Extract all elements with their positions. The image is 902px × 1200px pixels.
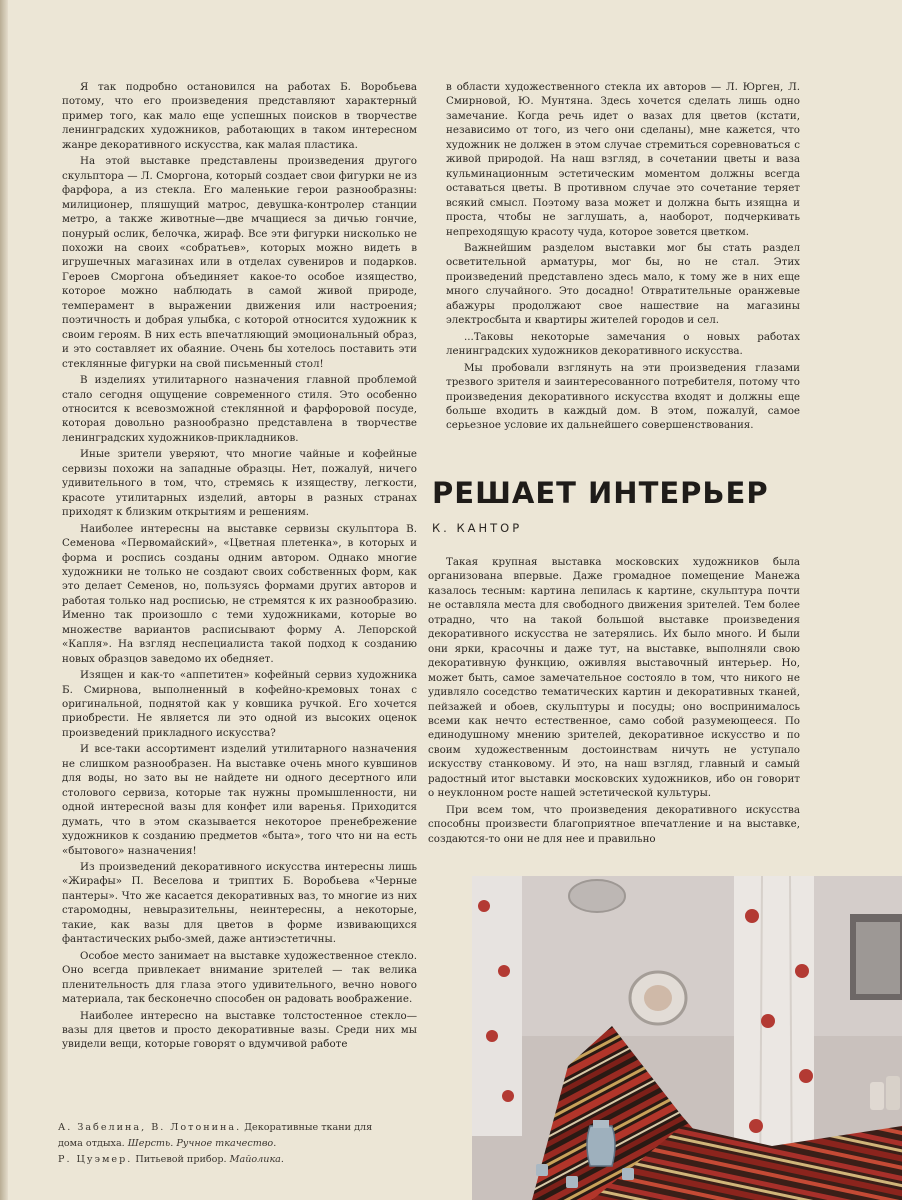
pitcher-neck xyxy=(593,1120,609,1128)
ceramic-jar xyxy=(886,1076,900,1110)
plate-center xyxy=(644,985,672,1011)
paragraph: На этой выставке представлены произведения другого скульптора — Л. Сморгона, который создает свои фигурки не из фарфора, а из стекла. Его маленькие герои разнообразны: милиционер, пляшущий матрос, девушка-контролер станции метро, а также животные—две мчащиеся за дичью гончие, понурый ослик, белочка, жираф. Все эти фигурки нисколько не похожи на своих «собратьев», которых можно видеть в игрушечных магазинах или в отделах сувениров и подарков. Героев Сморгона объединяет какое-то особое изящество, которое можно наблюдать в самой живой природе, темперамент в выражении движения или настроения; поэтичность и добрая улыбка, с которой относится художник к своим героям. В них есть впечатляющий эмоциональный образ, и это составляет их обаяние. Очень бы хотелось поставить эти стеклянные фигурки на свой письменный стол! xyxy=(62,155,417,370)
article-title: РЕШАЕТ ИНТЕРЬЕР xyxy=(432,476,769,510)
ceramic-pitcher xyxy=(587,1126,615,1166)
caption-text: Питьевой прибор. xyxy=(135,1154,227,1165)
paragraph: ...Таковы некоторые замечания о новых работах ленинградских художников декоративного искусства. xyxy=(446,330,800,358)
caption-names: А. Забелина, В. Лотонина. xyxy=(58,1122,242,1133)
wall-picture xyxy=(856,922,900,994)
paragraph: Особое место занимает на выставке художественное стекло. Оно всегда привлекает внимание зрителей — так велика пленительность для глаза этого удивительного, вечно нового материала, так бесконечно способен он радовать воображение. xyxy=(62,949,417,1006)
paragraph: Изящен и как-то «аппетитен» кофейный сервиз художника Б. Смирнова, выполненный в кофейно-кремовых тонах с оригинальной, поднятой как у ковшика ручкой. Его хочется приобрести. Не является ли это одной из высоких оценок произведений прикладного искусства? xyxy=(62,669,417,739)
paragraph: в области художественного стекла их авторов — Л. Юрген, Л. Смирновой, Ю. Мунтяна. Здесь хочется сделать лишь одно замечание. Когда речь идет о вазах для цветов (кстати, независимо от того, из чего они сделаны), мне кажется, что художник не должен в этом случае стремиться соревноваться с живой природой. На наш взгляд, в сочетании цветы и ваза кульминационным эстетическим моментом должны всегда оставаться цветы. В противном случае это сочетание теряет всякий смысл. Поэтому ваза может и должна быть изящна и проста, чтобы не заглушать, а, наоборот, подчеркивать непреходящую красоту чуда, которое зовется цветком. xyxy=(446,81,800,238)
caption-detail: Шерсть. Ручное ткачество. xyxy=(127,1138,277,1149)
paragraph: Наиболее интересно на выставке толстостенное стекло—вазы для цветов и просто декоративные вазы. Среди них мы увидели вещи, которые говорят о вдумчивой работе xyxy=(62,1009,417,1051)
decorative-plate xyxy=(569,880,625,912)
paragraph: При всем том, что произведения декоративного искусства способны произвести благоприятное впечатление и на выставке, создаются-то они не для нее и правильно xyxy=(428,803,800,845)
flower-motif xyxy=(498,965,510,977)
paragraph: Наиболее интересны на выставке сервизы скульптора В. Семенова «Первомайский», «Цветная плетенка», в которых и форма и роспись созданы одним автором. Однако многие художники не только не создают своих собственных форм, как это делает Семенов, но, пользуясь формами других авторов и работая только над росписью, не стремятся к их разнообразию. Именно так произошло с теми художниками, которые во множестве вариантов расписывают форму А. Лепорской «Капля». На взгляд неспециалиста такой подход к созданию новых образцов заведомо их обедняет. xyxy=(62,522,417,665)
flower-motif xyxy=(799,1069,813,1083)
caption-names: Р. Цуэмер. xyxy=(58,1154,133,1165)
paragraph: Я так подробно остановился на работах Б. Воробьева потому, что его произведения представляют характерный пример того, как мало еще успешных поисков в творчестве ленинградских художников, работающих в таком интересном жанре декоративного искусства, как малая пластика. xyxy=(62,81,417,151)
paragraph: Такая крупная выставка московских художников была организована впервые. Даже громадное помещение Манежа казалось тесным: картина лепилась к картине, скульптура почти не оставляла места для свободного движения зрителей. Тем более отрадно, что на такой большой выставке произведения декоративного искусства не затерялись. Их было много. И были они ярки, красочны и даже тут, на выставке, выполняли свою декоративную функцию, оживляя выставочный интерьер. Но, может быть, самое замечательное состояло в том, что никого не удивляло соседство тематических картин и декоративных тканей, пейзажей и обоев, скульптуры и посуды; оно воспринималось всеми как нечто естественное, само собой разумеющееся. По единодушному мнению зрителей, декоративное искусство и по своим художественным достоинствам ничуть не уступало искусству станковому. И это, на наш взгляд, главный и самый радостный итог выставки московских художников, ибо он говорит о неуклонном росте нашей эстетической культуры. xyxy=(428,556,800,800)
paragraph: И все-таки ассортимент изделий утилитарного назначения не слишком разнообразен. На выставке очень много кувшинов для воды, но зато вы не найдете ни одного десертного или столового сервиза, которые так нужны промышленности, ни одной интересной вазы для конфет или варенья. Приходится думать, что в этом сказывается некоторое пренебрежение художников к созданию предметов «быта», того что ни на есть «бытового» назначения! xyxy=(62,743,417,857)
caption-line xyxy=(58,1152,388,1168)
ceramic-jar xyxy=(870,1082,884,1110)
caption-text: Декоративные ткани для дома отдыха. xyxy=(58,1122,373,1149)
flower-motif xyxy=(795,964,809,978)
right-column-top xyxy=(446,80,800,433)
paragraph: Мы пробовали взглянуть на эти произведения глазами трезвого зрителя и заинтересованного потребителя, потому что произведения декоративного искусства входят и должны еще больше входить в каждый дом. В этом, пожалуй, самое серьезное условие их дальнейшего совершенствования. xyxy=(446,361,800,432)
interior-photo xyxy=(472,876,902,1200)
interior-photo-illustration xyxy=(472,876,902,1200)
paragraph: Из произведений декоративного искусства интересны лишь «Жирафы» П. Веселова и триптих Б. Воробьева «Черные пантеры». Что же касается декоративных ваз, то многие из них старомодны, невыразительны, неинтересны, а некоторые, такие, как вазы для цветов в форме извивающихся фантастических рыбо-змей, даже антиэстетичны. xyxy=(62,861,417,946)
left-column xyxy=(62,80,417,1052)
paragraph: В изделиях утилитарного назначения главной проблемой стало сегодня ощущение современного стиля. Это особенно относится к всевозможной стеклянной и фарфоровой посуде, которая довольно разнообразно представлена в творчестве ленинградских художников-прикладников. xyxy=(62,374,417,444)
page-spine-shadow xyxy=(0,0,8,1200)
left-curtain xyxy=(472,876,522,1136)
ceramic-cup xyxy=(566,1176,578,1188)
flower-motif xyxy=(761,1014,775,1028)
wall-upper xyxy=(472,876,902,1036)
flower-motif xyxy=(502,1090,514,1102)
photo-caption xyxy=(58,1120,388,1168)
caption-detail: Майолика. xyxy=(229,1154,284,1165)
flower-motif xyxy=(478,900,490,912)
flower-motif xyxy=(486,1030,498,1042)
flower-motif xyxy=(749,1119,763,1133)
flower-motif xyxy=(745,909,759,923)
ceramic-cup xyxy=(536,1164,548,1176)
right-column-bottom xyxy=(428,555,800,846)
ceramic-cup xyxy=(622,1168,634,1180)
paragraph: Иные зрители уверяют, что многие чайные и кофейные сервизы похожи на западные образцы. Нет, пожалуй, ничего удивительного в том, что, стремясь к изяществу, легкости, красоте утилитарных изделий, авторы в разных странах приходят к близким открытиям и решениям. xyxy=(62,448,417,519)
article-author: К. КАНТОР xyxy=(432,521,523,535)
paragraph: Важнейшим разделом выставки мог бы стать раздел осветительной арматуры, мог бы, но не стал. Этих произведений представлено здесь мало, к тому же в них еще много случайного. Это досадно! Отвратительные оранжевые абажуры продолжают свое нашествие на магазины электросбыта и квартиры жителей городов и сел. xyxy=(446,241,800,327)
caption-line xyxy=(58,1120,388,1152)
